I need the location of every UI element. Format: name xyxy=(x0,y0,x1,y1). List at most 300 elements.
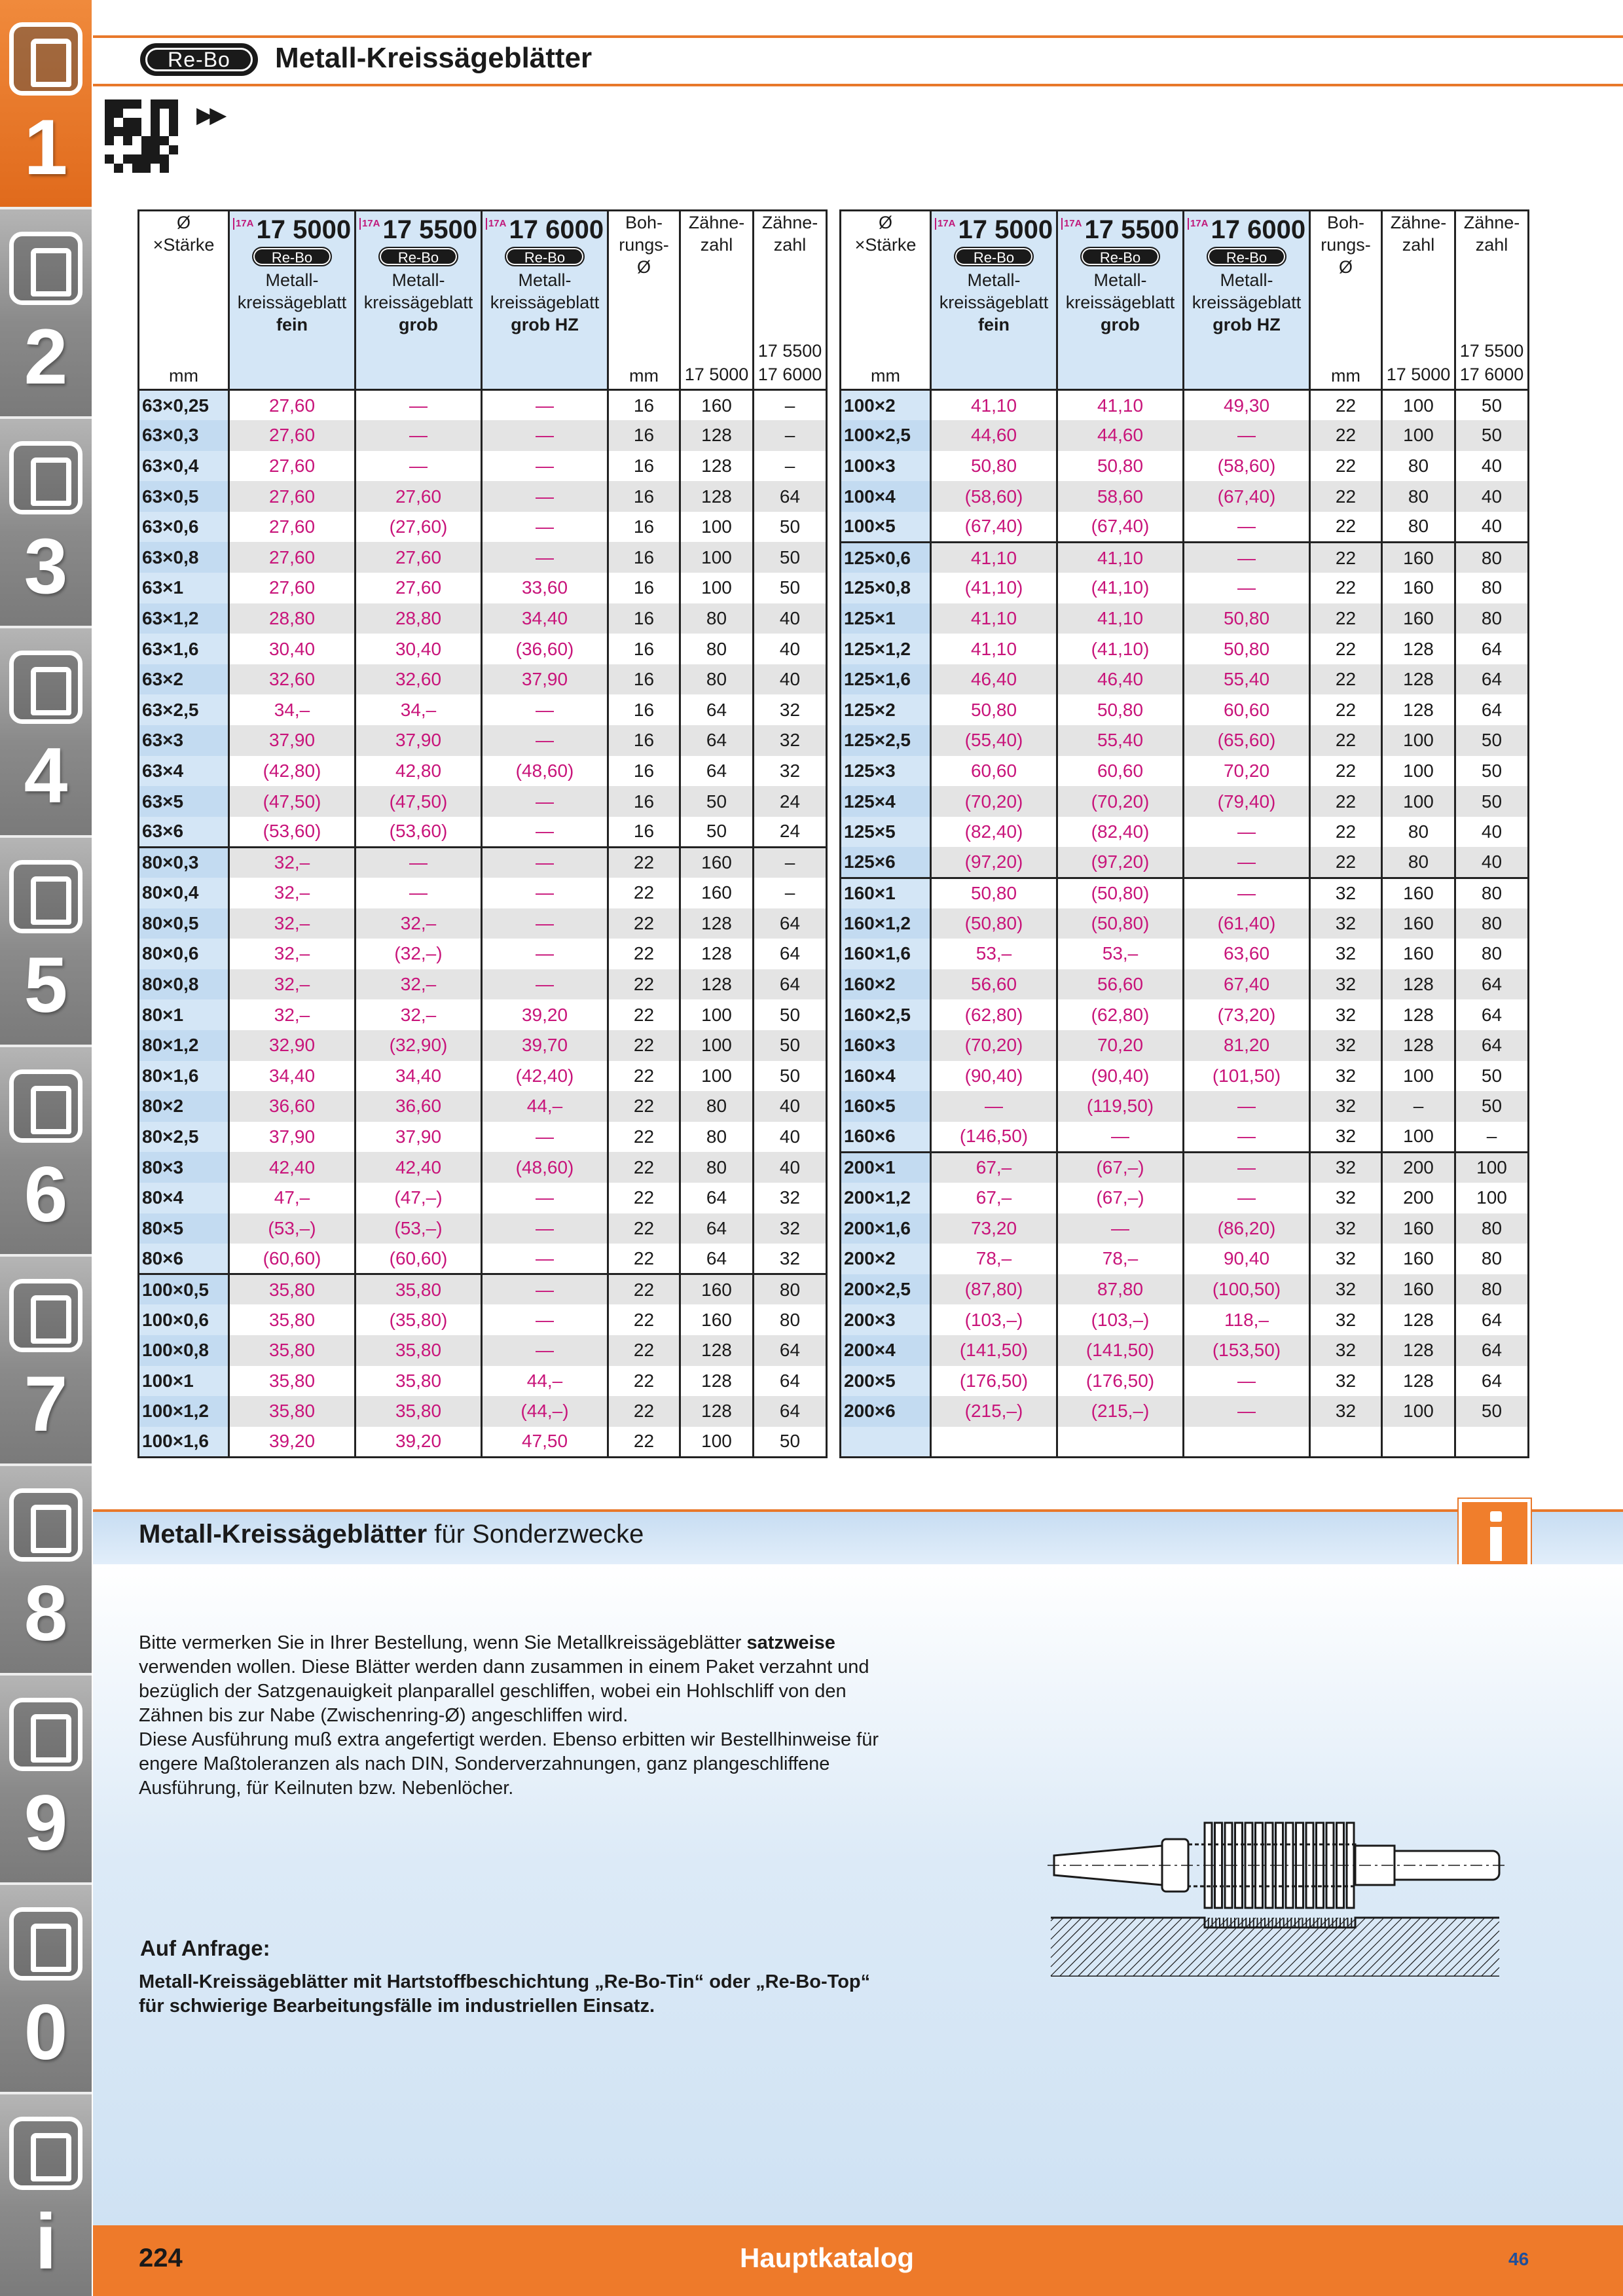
product-desc-1: Metall- xyxy=(1220,270,1273,290)
price-fein: — xyxy=(931,1091,1057,1122)
teeth-cell-b: 80 xyxy=(1455,1274,1529,1305)
price-grob-hz: — xyxy=(1184,878,1310,908)
size-cell: 125×2 xyxy=(841,694,931,725)
size-cell: 200×1 xyxy=(841,1152,931,1183)
price-fein: 37,90 xyxy=(229,1122,356,1153)
price-grob-hz: — xyxy=(1184,420,1310,451)
teeth-cell-a: 64 xyxy=(680,1244,754,1274)
price-fein: (87,80) xyxy=(931,1274,1057,1305)
chapter-number: 2 xyxy=(24,313,68,401)
teeth-cell-b: 40 xyxy=(754,603,827,634)
price-grob-hz: — xyxy=(482,817,608,848)
product-code xyxy=(359,215,478,244)
product-header-2 xyxy=(1184,211,1310,390)
price-grob-hz: — xyxy=(482,1183,608,1213)
product-variant: grob HZ xyxy=(1213,315,1281,334)
price-grob: (53,–) xyxy=(356,1213,482,1244)
size-cell: 63×0,6 xyxy=(139,512,229,543)
bore-unit: mm xyxy=(629,366,659,386)
price-grob-hz: — xyxy=(1184,1396,1310,1427)
size-cell: 100×2 xyxy=(841,390,931,421)
price-grob-hz: — xyxy=(1184,817,1310,848)
price-fein: 32,– xyxy=(229,878,356,908)
price-table-left xyxy=(137,209,828,1458)
size-cell: 80×5 xyxy=(139,1213,229,1244)
price-fein: 32,– xyxy=(229,969,356,1000)
bore-cell: 22 xyxy=(608,1030,680,1061)
catalog-tag: 17A xyxy=(935,218,956,230)
teeth-cell-a: 64 xyxy=(680,756,754,787)
price-grob-hz: 67,40 xyxy=(1184,969,1310,1000)
teeth-cell-a: 80 xyxy=(1382,512,1455,543)
bore-cell: 16 xyxy=(608,603,680,634)
price-grob: 27,60 xyxy=(356,542,482,573)
teeth-cell-b: 32 xyxy=(754,1213,827,1244)
table-row xyxy=(139,1152,827,1183)
diameter-symbol: Ø xyxy=(176,213,191,232)
table-row xyxy=(139,969,827,1000)
size-cell: 100×3 xyxy=(841,451,931,482)
teeth-cell-b: – xyxy=(754,420,827,451)
table-row xyxy=(139,1213,827,1244)
table-row xyxy=(841,1122,1529,1153)
bore-cell: 16 xyxy=(608,542,680,573)
price-grob: 32,60 xyxy=(356,664,482,695)
teeth-cell-b: 80 xyxy=(1455,908,1529,939)
chapter-number: 5 xyxy=(24,941,68,1029)
price-fein: 46,40 xyxy=(931,664,1057,695)
chapter-tab-7[interactable] xyxy=(0,1257,92,1466)
price-grob-hz: — xyxy=(482,1213,608,1244)
teeth-cell-a: – xyxy=(1382,1091,1455,1122)
price-grob: 70,20 xyxy=(1057,1030,1184,1061)
price-grob-hz: (101,50) xyxy=(1184,1061,1310,1092)
bore-cell: 22 xyxy=(1310,390,1382,421)
table-row xyxy=(841,512,1529,543)
article-number: 17 5000 xyxy=(958,215,1053,244)
price-fein: 34,40 xyxy=(229,1061,356,1092)
table-row xyxy=(139,817,827,848)
bore-cell: 16 xyxy=(608,573,680,603)
teeth-cell-b: 64 xyxy=(754,908,827,939)
bore-cell: 22 xyxy=(1310,603,1382,634)
teeth-cell-a: 128 xyxy=(680,1366,754,1397)
bore-cell: 32 xyxy=(1310,1366,1382,1397)
bore-cell: 22 xyxy=(1310,847,1382,878)
price-grob: — xyxy=(1057,1213,1184,1244)
teeth-cell-b: 64 xyxy=(1455,634,1529,664)
price-grob: 32,– xyxy=(356,908,482,939)
teeth-cell-b: – xyxy=(754,847,827,878)
chapter-tab-1[interactable] xyxy=(0,0,92,209)
table-header xyxy=(841,211,1529,390)
price-grob-hz: — xyxy=(1184,847,1310,878)
table-row xyxy=(841,1244,1529,1274)
catalog-tag: 17A xyxy=(1061,218,1082,230)
price-fein: 60,60 xyxy=(931,756,1057,787)
size-cell: 160×1,6 xyxy=(841,939,931,969)
price-grob-hz: — xyxy=(482,939,608,969)
size-cell: 63×5 xyxy=(139,786,229,817)
teeth-cell-a: 200 xyxy=(1382,1183,1455,1213)
teeth-article: 17 5500 xyxy=(757,341,822,361)
price-grob-hz: — xyxy=(482,908,608,939)
size-cell: 160×3 xyxy=(841,1030,931,1061)
price-grob-hz: — xyxy=(482,390,608,421)
size-cell: 80×1,6 xyxy=(139,1061,229,1092)
chapter-tab-4[interactable] xyxy=(0,628,92,838)
teeth-cell-b: 80 xyxy=(754,1274,827,1305)
price-grob-hz: (67,40) xyxy=(1184,481,1310,512)
size-cell: 80×4 xyxy=(139,1183,229,1213)
teeth-cell-b: 32 xyxy=(754,694,827,725)
size-header xyxy=(139,211,229,390)
product-header-1 xyxy=(356,211,482,390)
product-header-1 xyxy=(1057,211,1184,390)
chapter-tab-3[interactable] xyxy=(0,419,92,628)
price-fein: 35,80 xyxy=(229,1396,356,1427)
bore-cell: 22 xyxy=(608,1213,680,1244)
product-header-0 xyxy=(229,211,356,390)
chapter-icon xyxy=(9,860,82,933)
teeth-cell-a: 128 xyxy=(1382,1335,1455,1366)
product-code xyxy=(934,215,1053,244)
header-rule-bottom xyxy=(93,84,1623,86)
teeth-cell-a: 50 xyxy=(680,817,754,848)
catalog-tag: 17A xyxy=(233,218,254,230)
price-fein: (141,50) xyxy=(931,1335,1057,1366)
table-row xyxy=(139,1396,827,1427)
bore-cell: 22 xyxy=(608,969,680,1000)
size-cell: 160×2,5 xyxy=(841,999,931,1030)
size-cell: 200×4 xyxy=(841,1335,931,1366)
teeth-cell-a: 200 xyxy=(1382,1152,1455,1183)
teeth-label: Zähne- xyxy=(761,213,818,232)
chapter-tab-8[interactable] xyxy=(0,1466,92,1676)
price-grob-hz: — xyxy=(1184,1091,1310,1122)
chapter-icon xyxy=(9,1069,82,1143)
teeth-cell-b: 50 xyxy=(1455,390,1529,421)
product-code xyxy=(1061,215,1180,244)
bore-cell: 22 xyxy=(608,1091,680,1122)
table-row xyxy=(841,939,1529,969)
chapter-number: 3 xyxy=(24,522,68,610)
bore-cell: 22 xyxy=(1310,817,1382,848)
product-desc-2: kreissägeblatt xyxy=(1065,293,1175,312)
bore-cell: 22 xyxy=(608,1122,680,1153)
bore-cell: 22 xyxy=(1310,756,1382,787)
teeth-cell-a: 160 xyxy=(1382,603,1455,634)
teeth-article: 17 6000 xyxy=(757,365,822,384)
size-cell: 125×2,5 xyxy=(841,725,931,756)
price-grob-hz: — xyxy=(482,1304,608,1335)
bore-header xyxy=(608,211,680,390)
bore-cell: 32 xyxy=(1310,1335,1382,1366)
price-fein: 27,60 xyxy=(229,542,356,573)
price-fein: 44,60 xyxy=(931,420,1057,451)
size-cell: 100×1 xyxy=(139,1366,229,1397)
teeth-label: Zähne- xyxy=(688,213,745,232)
price-fein: (176,50) xyxy=(931,1366,1057,1397)
price-fein: 35,80 xyxy=(229,1304,356,1335)
size-cell: 80×2 xyxy=(139,1091,229,1122)
chapter-tab-6[interactable] xyxy=(0,1047,92,1257)
teeth-header-a xyxy=(680,211,754,390)
size-cell: 200×2 xyxy=(841,1244,931,1274)
qr-code[interactable] xyxy=(105,99,178,173)
price-grob: 41,10 xyxy=(1057,542,1184,573)
teeth-cell-a: 100 xyxy=(1382,1061,1455,1092)
price-fein: 34,– xyxy=(229,694,356,725)
size-cell: 160×6 xyxy=(841,1122,931,1153)
size-cell: 63×0,4 xyxy=(139,451,229,482)
teeth-cell-a: 128 xyxy=(1382,664,1455,695)
price-fein: 35,80 xyxy=(229,1274,356,1305)
bore-cell: 32 xyxy=(1310,1183,1382,1213)
teeth-cell-b: 40 xyxy=(1455,847,1529,878)
teeth-articles xyxy=(1456,339,1527,386)
teeth-cell-b: 50 xyxy=(1455,756,1529,787)
size-cell: 100×2,5 xyxy=(841,420,931,451)
chapter-tab-5[interactable] xyxy=(0,838,92,1047)
teeth-cell-a: 100 xyxy=(680,1061,754,1092)
table-row xyxy=(139,420,827,451)
price-grob: 35,80 xyxy=(356,1396,482,1427)
price-grob: (47,–) xyxy=(356,1183,482,1213)
teeth-article: 17 6000 xyxy=(1459,365,1524,384)
price-grob: (119,50) xyxy=(1057,1091,1184,1122)
chapter-tab-i[interactable] xyxy=(0,2094,92,2296)
size-cell: 100×4 xyxy=(841,481,931,512)
bore-cell: 22 xyxy=(608,1274,680,1305)
table-row xyxy=(841,908,1529,939)
bore-cell: 22 xyxy=(608,1304,680,1335)
teeth-cell-a: 80 xyxy=(680,1152,754,1183)
price-fein: 32,90 xyxy=(229,1030,356,1061)
teeth-cell-a: 160 xyxy=(1382,1213,1455,1244)
bore-cell: 22 xyxy=(608,1183,680,1213)
info-icon xyxy=(1459,1499,1531,1572)
price-grob-hz: 60,60 xyxy=(1184,694,1310,725)
teeth-cell-b: 50 xyxy=(1455,786,1529,817)
price-fein: 27,60 xyxy=(229,573,356,603)
bore-label: Boh- xyxy=(1326,213,1365,232)
price-grob: 55,40 xyxy=(1057,725,1184,756)
chapter-icon xyxy=(9,22,82,96)
chapter-tab-9[interactable] xyxy=(0,1676,92,1885)
price-grob: (215,–) xyxy=(1057,1396,1184,1427)
size-cell: 160×1,2 xyxy=(841,908,931,939)
diameter-symbol: Ø xyxy=(878,213,892,232)
price-grob-hz: — xyxy=(482,1335,608,1366)
teeth-cell-b: 80 xyxy=(1455,878,1529,908)
size-cell: 100×1,6 xyxy=(139,1427,229,1458)
price-grob-hz: 50,80 xyxy=(1184,634,1310,664)
table-row xyxy=(139,1274,827,1305)
price-grob-hz: — xyxy=(482,1274,608,1305)
teeth-cell-a: 160 xyxy=(680,1304,754,1335)
teeth-cell-b: 64 xyxy=(1455,694,1529,725)
bore-cell xyxy=(1310,1427,1382,1458)
teeth-cell-a: 160 xyxy=(1382,1244,1455,1274)
price-fein: 73,20 xyxy=(931,1213,1057,1244)
price-grob: 44,60 xyxy=(1057,420,1184,451)
size-cell: 200×3 xyxy=(841,1304,931,1335)
chapter-icon xyxy=(9,441,82,514)
price-fein: (97,20) xyxy=(931,847,1057,878)
teeth-cell-a: 64 xyxy=(680,725,754,756)
teeth-cell-b: 64 xyxy=(1455,969,1529,1000)
price-grob-hz: (86,20) xyxy=(1184,1213,1310,1244)
price-grob-hz: — xyxy=(1184,1152,1310,1183)
product-desc-1: Metall- xyxy=(518,270,572,290)
bore-cell: 16 xyxy=(608,481,680,512)
teeth-cell-b: 80 xyxy=(1455,1244,1529,1274)
size-cell: 200×1,6 xyxy=(841,1213,931,1244)
size-cell: 125×3 xyxy=(841,756,931,787)
price-grob-hz: — xyxy=(482,1244,608,1274)
bore-cell: 16 xyxy=(608,817,680,848)
teeth-article: 17 5000 xyxy=(684,365,749,384)
table-row xyxy=(841,1427,1529,1458)
price-grob: 60,60 xyxy=(1057,756,1184,787)
teeth-cell-b: 50 xyxy=(754,1030,827,1061)
chapter-icon xyxy=(9,1698,82,1771)
chapter-number: 4 xyxy=(24,732,68,819)
teeth-cell-a: 160 xyxy=(1382,573,1455,603)
teeth-cell-b: 40 xyxy=(754,1122,827,1153)
price-grob-hz: — xyxy=(482,786,608,817)
teeth-cell-b: – xyxy=(754,390,827,421)
table-row xyxy=(139,908,827,939)
bore-cell: 22 xyxy=(1310,725,1382,756)
chapter-rail xyxy=(0,0,92,2296)
teeth-cell-a: 100 xyxy=(1382,786,1455,817)
product-variant: grob xyxy=(1101,315,1140,334)
table-row xyxy=(841,451,1529,482)
article-number: 17 5500 xyxy=(382,215,478,244)
teeth-cell-a: 128 xyxy=(1382,999,1455,1030)
teeth-cell-b: 40 xyxy=(1455,481,1529,512)
bore-cell: 32 xyxy=(1310,1030,1382,1061)
teeth-cell-b: 50 xyxy=(754,542,827,573)
chapter-tab-0[interactable] xyxy=(0,1885,92,2094)
teeth-cell-b: 80 xyxy=(1455,603,1529,634)
price-fein: 78,– xyxy=(931,1244,1057,1274)
teeth-cell-a: 100 xyxy=(1382,756,1455,787)
table-row xyxy=(139,634,827,664)
table-row xyxy=(841,969,1529,1000)
price-table-right xyxy=(839,209,1529,1458)
price-fein: (47,50) xyxy=(229,786,356,817)
saw-set-drawing xyxy=(1048,1793,1506,1977)
price-grob-hz: — xyxy=(1184,1122,1310,1153)
bore-label: Boh- xyxy=(625,213,663,232)
price-grob-hz: 44,– xyxy=(482,1366,608,1397)
size-cell: 100×0,6 xyxy=(139,1304,229,1335)
price-grob-hz: 70,20 xyxy=(1184,756,1310,787)
price-grob: 50,80 xyxy=(1057,451,1184,482)
bore-cell: 32 xyxy=(1310,1213,1382,1244)
page-title: Metall-Kreissägeblätter xyxy=(275,42,593,74)
price-fein: (215,–) xyxy=(931,1396,1057,1427)
product-desc-2: kreissägeblatt xyxy=(363,293,473,312)
table-row xyxy=(139,847,827,878)
teeth-cell-a: 80 xyxy=(680,664,754,695)
teeth-cell-b: 80 xyxy=(1455,939,1529,969)
request-heading: Auf Anfrage: xyxy=(140,1936,270,1960)
product-code xyxy=(485,215,604,244)
price-grob: (47,50) xyxy=(356,786,482,817)
price-grob: — xyxy=(356,878,482,908)
teeth-cell-b: 50 xyxy=(1455,1396,1529,1427)
teeth-cell-a: 100 xyxy=(680,1427,754,1458)
table-row xyxy=(139,481,827,512)
size-cell: 160×1 xyxy=(841,878,931,908)
teeth-cell-a: 50 xyxy=(680,786,754,817)
size-cell: 63×1 xyxy=(139,573,229,603)
price-fein: 32,– xyxy=(229,847,356,878)
size-cell: 125×4 xyxy=(841,786,931,817)
price-fein: (70,20) xyxy=(931,1030,1057,1061)
table-row xyxy=(139,1304,827,1335)
price-fein: 41,10 xyxy=(931,390,1057,421)
article-number: 17 5500 xyxy=(1084,215,1180,244)
bore-cell: 16 xyxy=(608,451,680,482)
table-row xyxy=(841,1366,1529,1397)
chapter-icon xyxy=(9,1279,82,1352)
chapter-number: 9 xyxy=(24,1779,68,1867)
teeth-cell-a: 80 xyxy=(680,1122,754,1153)
bore-cell: 22 xyxy=(1310,512,1382,543)
teeth-cell-a: 128 xyxy=(680,969,754,1000)
bore-cell: 16 xyxy=(608,390,680,421)
price-grob-hz: 37,90 xyxy=(482,664,608,695)
table-row xyxy=(841,1213,1529,1244)
price-fein: (62,80) xyxy=(931,999,1057,1030)
bore-cell: 32 xyxy=(1310,908,1382,939)
teeth-cell-a: 80 xyxy=(1382,847,1455,878)
size-cell: 125×0,8 xyxy=(841,573,931,603)
bore-symbol: Ø xyxy=(636,257,651,277)
product-variant: grob xyxy=(399,315,438,334)
size-cell: 63×1,6 xyxy=(139,634,229,664)
table-row xyxy=(841,1335,1529,1366)
teeth-cell-a: 100 xyxy=(1382,725,1455,756)
price-grob: 27,60 xyxy=(356,573,482,603)
table-row xyxy=(139,603,827,634)
bore-cell: 22 xyxy=(608,1061,680,1092)
size-cell: 100×1,2 xyxy=(139,1396,229,1427)
teeth-cell-a: 128 xyxy=(680,1335,754,1366)
teeth-cell-b: 40 xyxy=(754,1091,827,1122)
teeth-cell-a: 64 xyxy=(680,1213,754,1244)
teeth-cell-b: – xyxy=(754,878,827,908)
price-grob: — xyxy=(356,420,482,451)
price-grob-hz: 118,– xyxy=(1184,1304,1310,1335)
teeth-cell-b: 80 xyxy=(1455,1213,1529,1244)
teeth-cell-a: 128 xyxy=(680,451,754,482)
teeth-cell-a: 128 xyxy=(1382,634,1455,664)
price-grob-hz: (153,50) xyxy=(1184,1335,1310,1366)
bore-cell: 22 xyxy=(608,1152,680,1183)
size-cell: 63×2,5 xyxy=(139,694,229,725)
teeth-cell-b: 64 xyxy=(1455,1335,1529,1366)
teeth-cell-b: 50 xyxy=(1455,1061,1529,1092)
teeth-cell-b: 40 xyxy=(754,634,827,664)
chapter-tab-2[interactable] xyxy=(0,209,92,419)
teeth-cell-a: 100 xyxy=(1382,1396,1455,1427)
